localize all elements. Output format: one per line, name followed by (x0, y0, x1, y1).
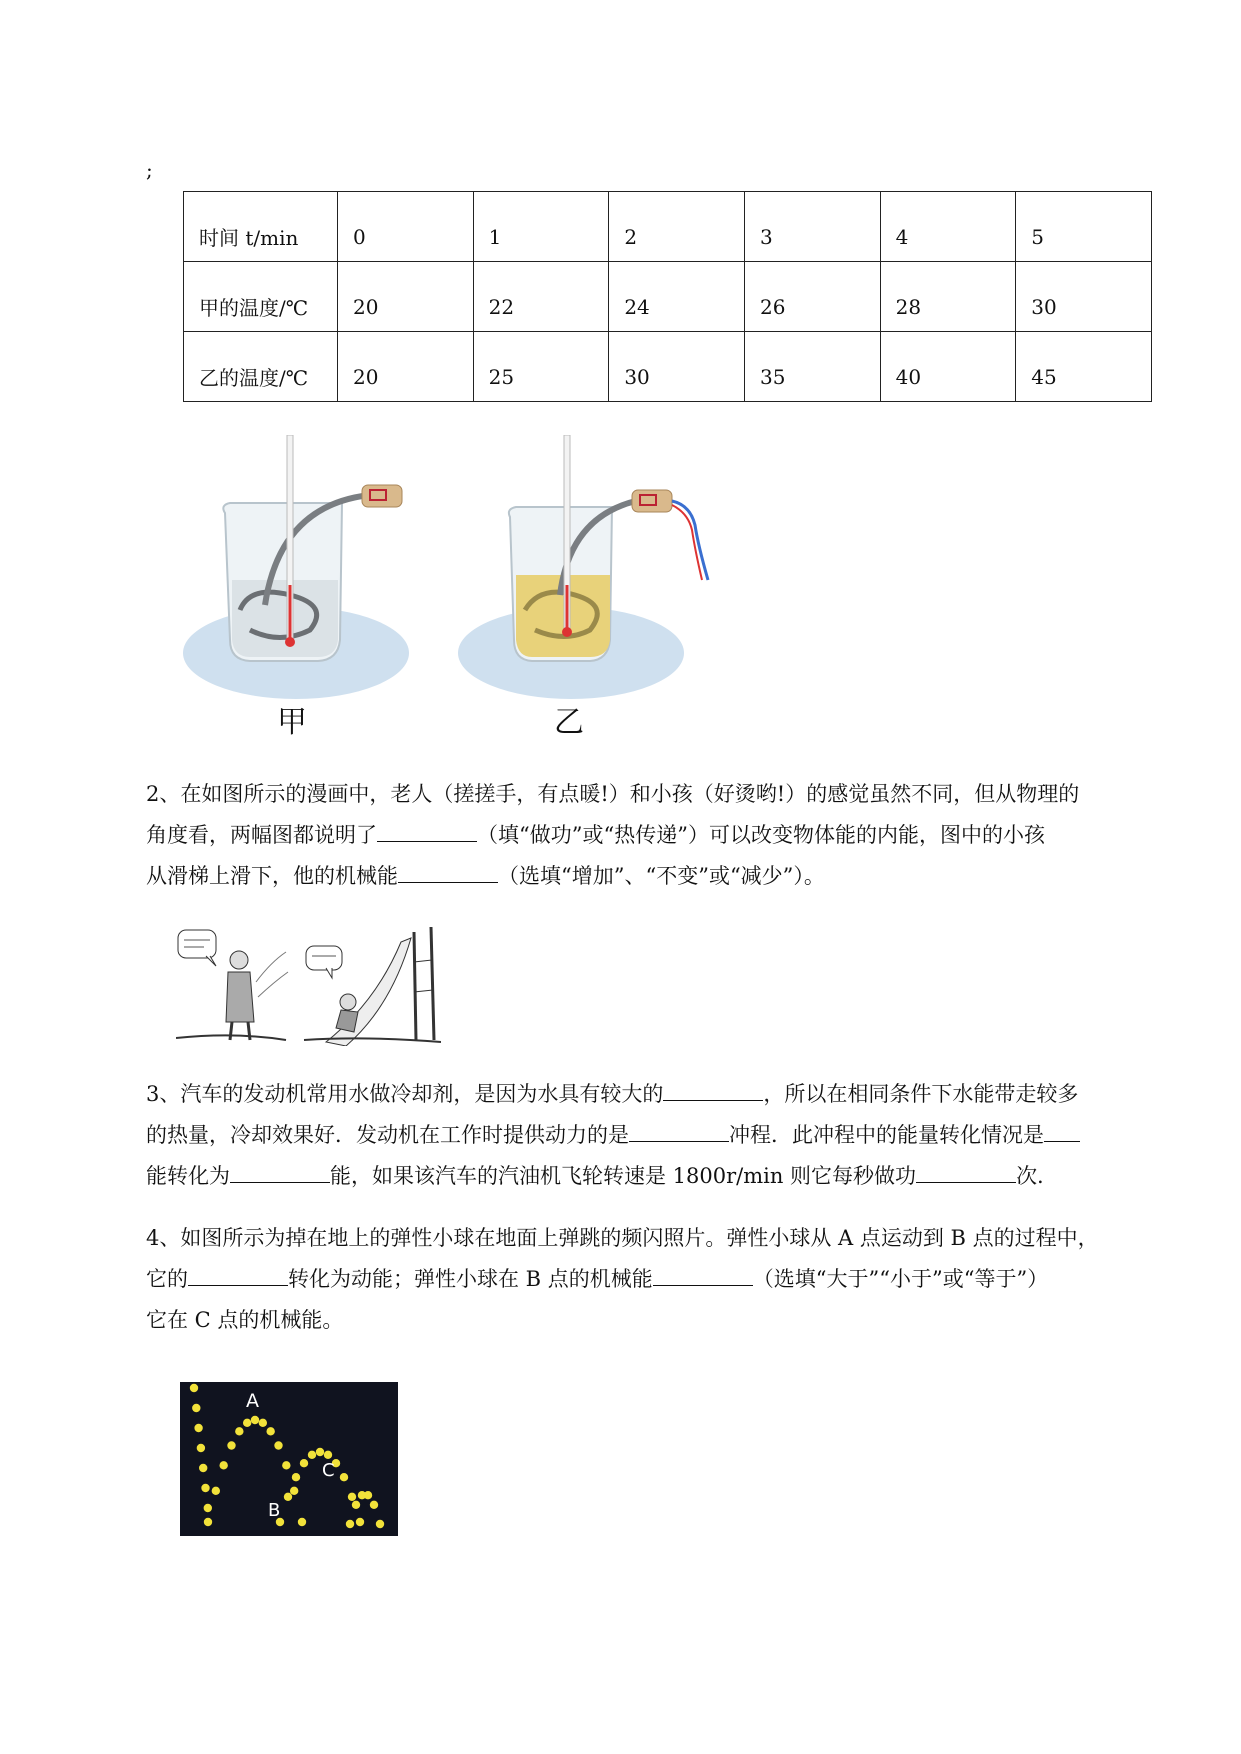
question-2 (146, 774, 1186, 897)
table-cell: 35 (744, 332, 880, 402)
ball-dot (284, 1493, 292, 1501)
text-span: 转化为动能；弹性小球在 B 点的机械能 (288, 1267, 653, 1291)
ball-dot (243, 1419, 251, 1427)
table-cell: 40 (880, 332, 1016, 402)
table-cell: 22 (473, 262, 609, 332)
ball-dot (192, 1404, 200, 1412)
question-4-line-1: 4、如图所示为掉在地上的弹性小球在地面上弹跳的频闪照片。弹性小球从 A 点运动到 B 点的过程中， (146, 1226, 1099, 1250)
ball-dot (274, 1441, 282, 1449)
table-cell: 2 (609, 192, 745, 262)
label-jia: 甲 (277, 705, 307, 740)
answer-blank[interactable] (398, 861, 498, 883)
answer-blank[interactable] (629, 1120, 729, 1142)
answer-blank[interactable] (653, 1264, 753, 1286)
ball-dot (219, 1461, 227, 1469)
table-cell: 1 (473, 192, 609, 262)
ball-dot (292, 1473, 300, 1481)
table-cell: 5 (1016, 192, 1152, 262)
table-cell: 25 (473, 332, 609, 402)
table-cell: 20 (338, 262, 474, 332)
answer-blank[interactable] (188, 1264, 288, 1286)
beaker-right (509, 435, 708, 661)
answer-blank[interactable] (663, 1079, 763, 1101)
ball-dot (298, 1518, 306, 1526)
table-row (184, 262, 1152, 332)
ball-dot (201, 1484, 209, 1492)
ball-dot (282, 1461, 290, 1469)
question-2-line-3 (146, 856, 1186, 897)
text-span: （选填“增加”、“不变”或“减少”）。 (498, 864, 825, 888)
ball-dot (204, 1504, 212, 1512)
table-cell: 0 (338, 192, 474, 262)
ball-dot (364, 1491, 372, 1499)
text-span: （选填“大于”“小于”或“等于”） (752, 1267, 1049, 1291)
ball-dot (316, 1448, 324, 1456)
ball-dot (300, 1459, 308, 1467)
point-a-label: A (246, 1390, 259, 1412)
label-yi: 乙 (554, 705, 584, 740)
question-3-line-2 (146, 1115, 1186, 1156)
semicolon: ; (146, 158, 153, 182)
question-3 (146, 1074, 1186, 1197)
answer-blank[interactable] (377, 820, 477, 842)
question-4-line-3: 它在 C 点的机械能。 (146, 1308, 344, 1332)
ball-dot (290, 1487, 298, 1495)
table-cell: 28 (880, 262, 1016, 332)
text-span: 角度看，两幅图都说明了 (146, 823, 377, 847)
table-cell: 乙的温度/℃ (184, 332, 338, 402)
point-b-label: B (268, 1500, 281, 1521)
ball-dot (376, 1520, 384, 1528)
ball-dot (204, 1518, 212, 1526)
ball-dot (251, 1416, 259, 1424)
text-span: ，所以在相同条件下水能带走较多 (763, 1082, 1079, 1106)
ball-dot (352, 1501, 360, 1509)
ball-dot (370, 1501, 378, 1509)
old-man-panel (176, 930, 288, 1040)
table-cell: 4 (880, 192, 1016, 262)
ball-dot (340, 1473, 348, 1481)
text-span: 次. (1016, 1164, 1044, 1188)
text-span: 能转化为 (146, 1164, 230, 1188)
question-2-line-2 (146, 815, 1186, 856)
beakers-figure (180, 435, 740, 740)
text-span: 冲程．此冲程中的能量转化情况是 (729, 1123, 1044, 1147)
table-cell: 24 (609, 262, 745, 332)
text-span: 3、汽车的发动机常用水做冷却剂，是因为水具有较大的 (146, 1082, 664, 1106)
ball-trajectory (180, 1382, 398, 1536)
ball-dot (199, 1464, 207, 1472)
answer-blank[interactable] (1044, 1120, 1080, 1142)
table-cell: 3 (744, 192, 880, 262)
bouncing-ball-photo (180, 1382, 398, 1536)
table-cell: 45 (1016, 332, 1152, 402)
text-span: 从滑梯上滑下，他的机械能 (146, 864, 398, 888)
text-span: （填“做功”或“热传递”）可以改变物体能的内能，图中的小孩 (477, 823, 1045, 847)
ball-dot (235, 1427, 243, 1435)
answer-blank[interactable] (916, 1161, 1016, 1183)
text-span: 能，如果该汽车的汽油机飞轮转速是 1800r/min 则它每秒做功 (330, 1164, 917, 1188)
table-cell: 30 (1016, 262, 1152, 332)
question-3-line-1 (146, 1074, 1186, 1115)
question-4 (146, 1218, 1186, 1341)
table-cell: 26 (744, 262, 880, 332)
ball-dot (348, 1493, 356, 1501)
table-cell: 20 (338, 332, 474, 402)
child-slide-panel (304, 927, 441, 1046)
cartoon-figure (176, 922, 441, 1046)
temperature-table (183, 191, 1152, 402)
ball-dot (197, 1444, 205, 1452)
ball-dot (356, 1518, 364, 1526)
table-row (184, 192, 1152, 262)
ball-dot (266, 1427, 274, 1435)
question-2-line-1: 2、在如图所示的漫画中，老人（搓搓手，有点暖!）和小孩（好烫哟!）的感觉虽然不同，但从物理的 (146, 782, 1080, 806)
point-c-label: C (322, 1460, 335, 1481)
ball-dot (308, 1451, 316, 1459)
table-cell: 甲的温度/℃ (184, 262, 338, 332)
ball-dot (324, 1451, 332, 1459)
table-cell: 时间 t/min (184, 192, 338, 262)
ball-dot (227, 1441, 235, 1449)
text-span: 的热量，冷却效果好．发动机在工作时提供动力的是 (146, 1123, 629, 1147)
table-row (184, 332, 1152, 402)
question-4-line-2 (146, 1259, 1186, 1300)
text-span: 它的 (146, 1267, 188, 1291)
ball-dot (212, 1487, 220, 1495)
table-cell: 30 (609, 332, 745, 402)
ball-dot (194, 1424, 202, 1432)
answer-blank[interactable] (230, 1161, 330, 1183)
ball-dot (346, 1520, 354, 1528)
ball-dot (190, 1384, 198, 1392)
question-3-line-3 (146, 1156, 1186, 1197)
ball-dot (259, 1419, 267, 1427)
